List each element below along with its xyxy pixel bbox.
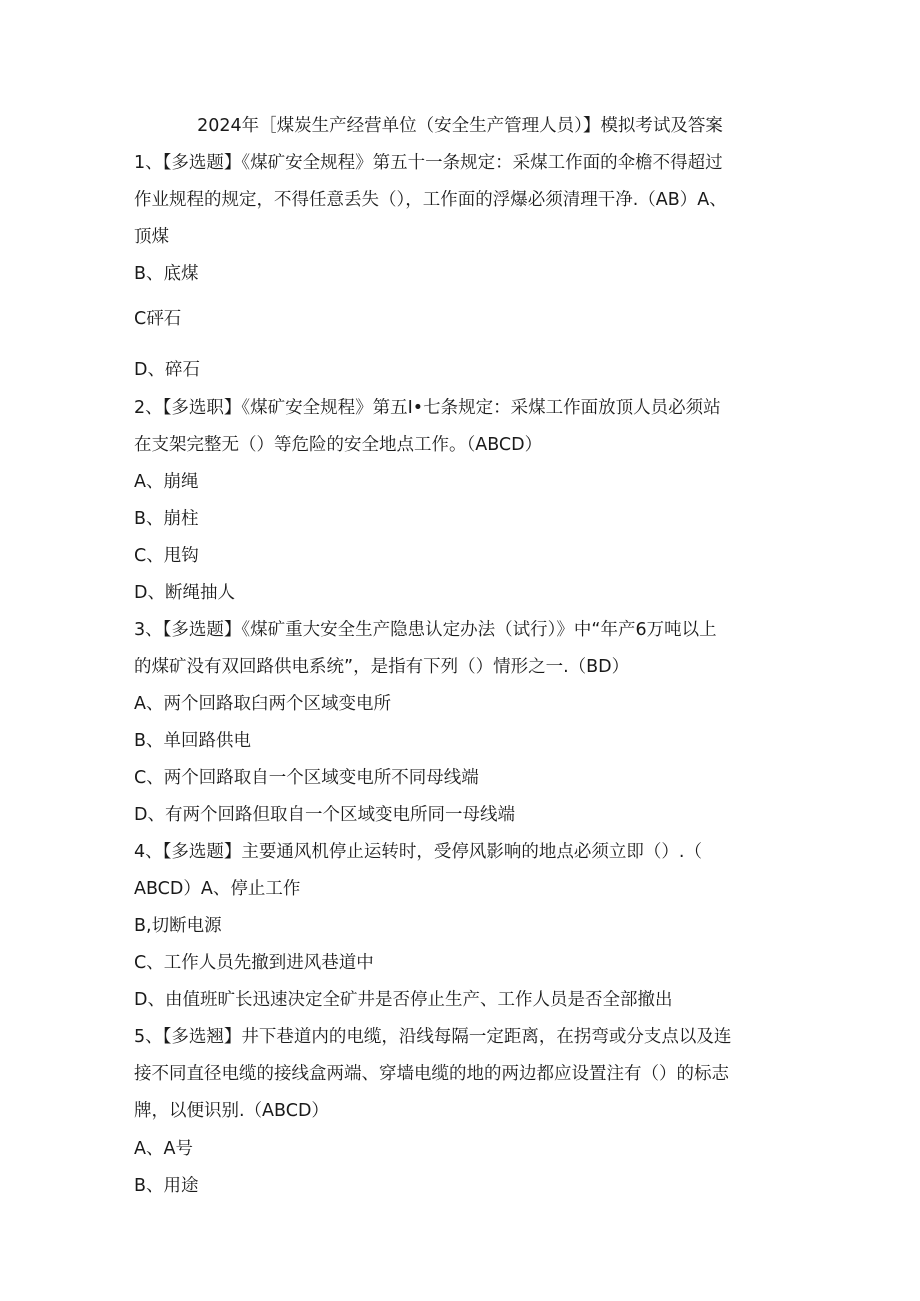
q5-line-1: 5、【多选翘】井下巷道内的电缆，沿线每隔一定距离，在拐弯或分支点以及连 [134, 1027, 732, 1047]
q5-option-a: A、A号 [134, 1139, 193, 1159]
q5-line-2: 接不同直径电缆的接线盒两端、穿墙电缆的地的两边都应设置注有（）的标志 [134, 1064, 729, 1084]
q2-option-d: D、断绳抽人 [134, 583, 235, 603]
q4-option-b: B,切断电源 [134, 916, 222, 936]
q1-option-c: C砰石 [134, 309, 182, 329]
q1-line-1: 1、【多选题】《煤矿安全规程》第五十一条规定：采煤工作面的伞檐不得超过 [134, 153, 723, 173]
q4-option-c: C、工作人员先撤到进风巷道中 [134, 953, 374, 973]
q3-line-1: 3、【多选题】《煤矿重大安全生产隐患认定办法（试行）》中“年产6万吨以上 [134, 620, 717, 640]
q2-line-1: 2、【多选职】《煤矿安全规程》第五I•七条规定：采煤工作面放顶人员必须站 [134, 398, 721, 418]
q3-option-d: D、有两个回路但取自一个区域变电所同一母线端 [134, 805, 515, 825]
q1-line-2: 作业规程的规定，不得任意丢失（），工作面的浮爆必须清理干净.（AB）A、 [134, 190, 727, 210]
q3-option-a: A、两个回路取臼两个区域变电所 [134, 694, 391, 714]
document-title: 2024年［煤炭生产经营单位（安全生产管理人员）】模拟考试及答案 [197, 116, 723, 136]
q3-option-c: C、两个回路取自一个区域变电所不同母线端 [134, 768, 479, 788]
q2-line-2: 在支架完整无（）等危险的安全地点工作。（ABCD） [134, 435, 543, 455]
q1-option-a-text: 顶煤 [134, 227, 169, 247]
q1-option-b: B、底煤 [134, 264, 199, 284]
q5-option-b: B、用途 [134, 1176, 199, 1196]
q3-option-b: B、单回路供电 [134, 731, 252, 751]
q1-option-d: D、碎石 [134, 360, 200, 380]
q2-option-a: A、崩绳 [134, 472, 199, 492]
q3-line-2: 的煤矿没有双回路供电系统”，是指有下列（）情形之一.（BD） [134, 657, 630, 677]
q2-option-b: B、崩柱 [134, 509, 199, 529]
q4-line-2: ABCD）A、停止工作 [134, 879, 301, 899]
q5-line-3: 牌，以便识别.（ABCD） [134, 1101, 329, 1121]
q4-line-1: 4、【多选题】主要通风机停止运转时，受停风影响的地点必须立即（）.（ [134, 842, 702, 862]
q4-option-d: D、由值班旷长迅速决定全矿井是否停止生产、工作人员是否全部撤出 [134, 990, 673, 1010]
q2-option-c: C、甩钩 [134, 546, 199, 566]
